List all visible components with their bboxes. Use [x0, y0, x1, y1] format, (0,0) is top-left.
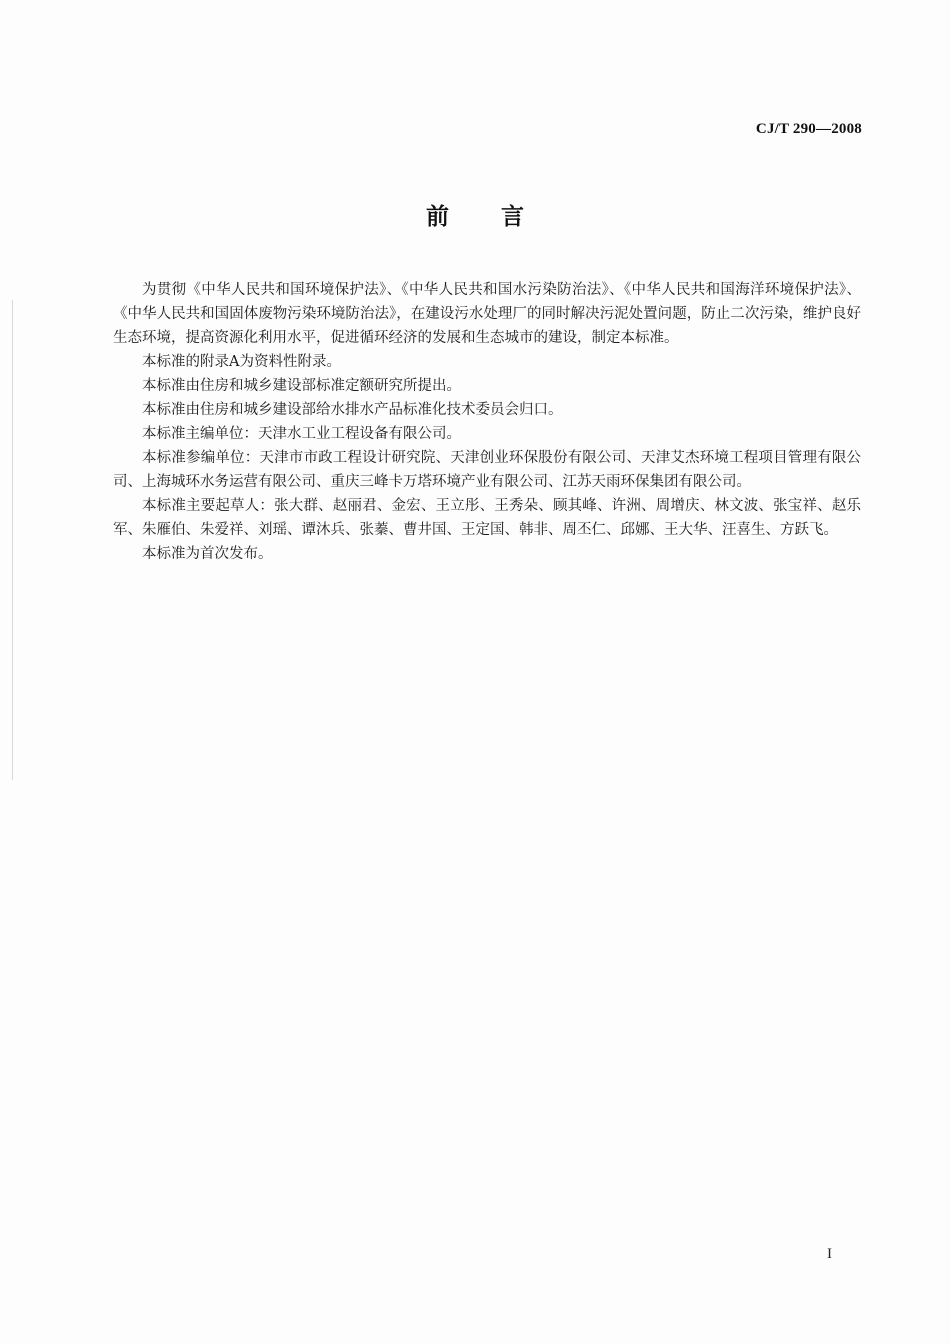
scan-edge-line	[12, 300, 13, 780]
page-number: I	[827, 1246, 832, 1262]
paragraph-proposed-by: 本标准由住房和城乡建设部标准定额研究所提出。	[142, 378, 461, 394]
paragraph-purpose: 为贯彻《中华人民共和国环境保护法》、《中华人民共和国水污染防治法》、《中华人民共和国海洋环境保护法》、《中华人民共和国固体废物污染环境防治法》，在建设污水处理厂的同时解决污泥处置问题，防止二次污染，维护良好生态环境，提高资源化利用水平，促进循环经济的发展和生态城市的建设，制定本标准。	[113, 282, 861, 346]
standard-code: CJ/T 290—2008	[755, 121, 862, 137]
foreword-body	[113, 278, 861, 566]
paragraph-managed-by: 本标准由住房和城乡建设部给水排水产品标准化技术委员会归口。	[142, 402, 563, 418]
paragraph-appendix: 本标准的附录A为资料性附录。	[142, 354, 341, 370]
paragraph-drafters: 本标准主要起草人：张大群、赵丽君、金宏、王立彤、王秀朵、顾其峰、许洲、周增庆、林文波、张宝祥、赵乐军、朱雁伯、朱爱祥、刘瑶、谭沐兵、张蓁、曹井国、王定国、韩非、周丕仁、邱娜、王大华、汪喜生、方跃飞。	[113, 498, 861, 538]
paragraph-participating-units: 本标准参编单位：天津市市政工程设计研究院、天津创业环保股份有限公司、天津艾杰环境工程项目管理有限公司、上海城环水务运营有限公司、重庆三峰卡万塔环境产业有限公司、江苏天雨环保集团有限公司。	[113, 450, 861, 490]
paragraph-first-release: 本标准为首次发布。	[142, 546, 273, 562]
paragraph-chief-unit: 本标准主编单位：天津水工业工程设备有限公司。	[142, 426, 461, 442]
page-title: 前言	[426, 204, 576, 230]
